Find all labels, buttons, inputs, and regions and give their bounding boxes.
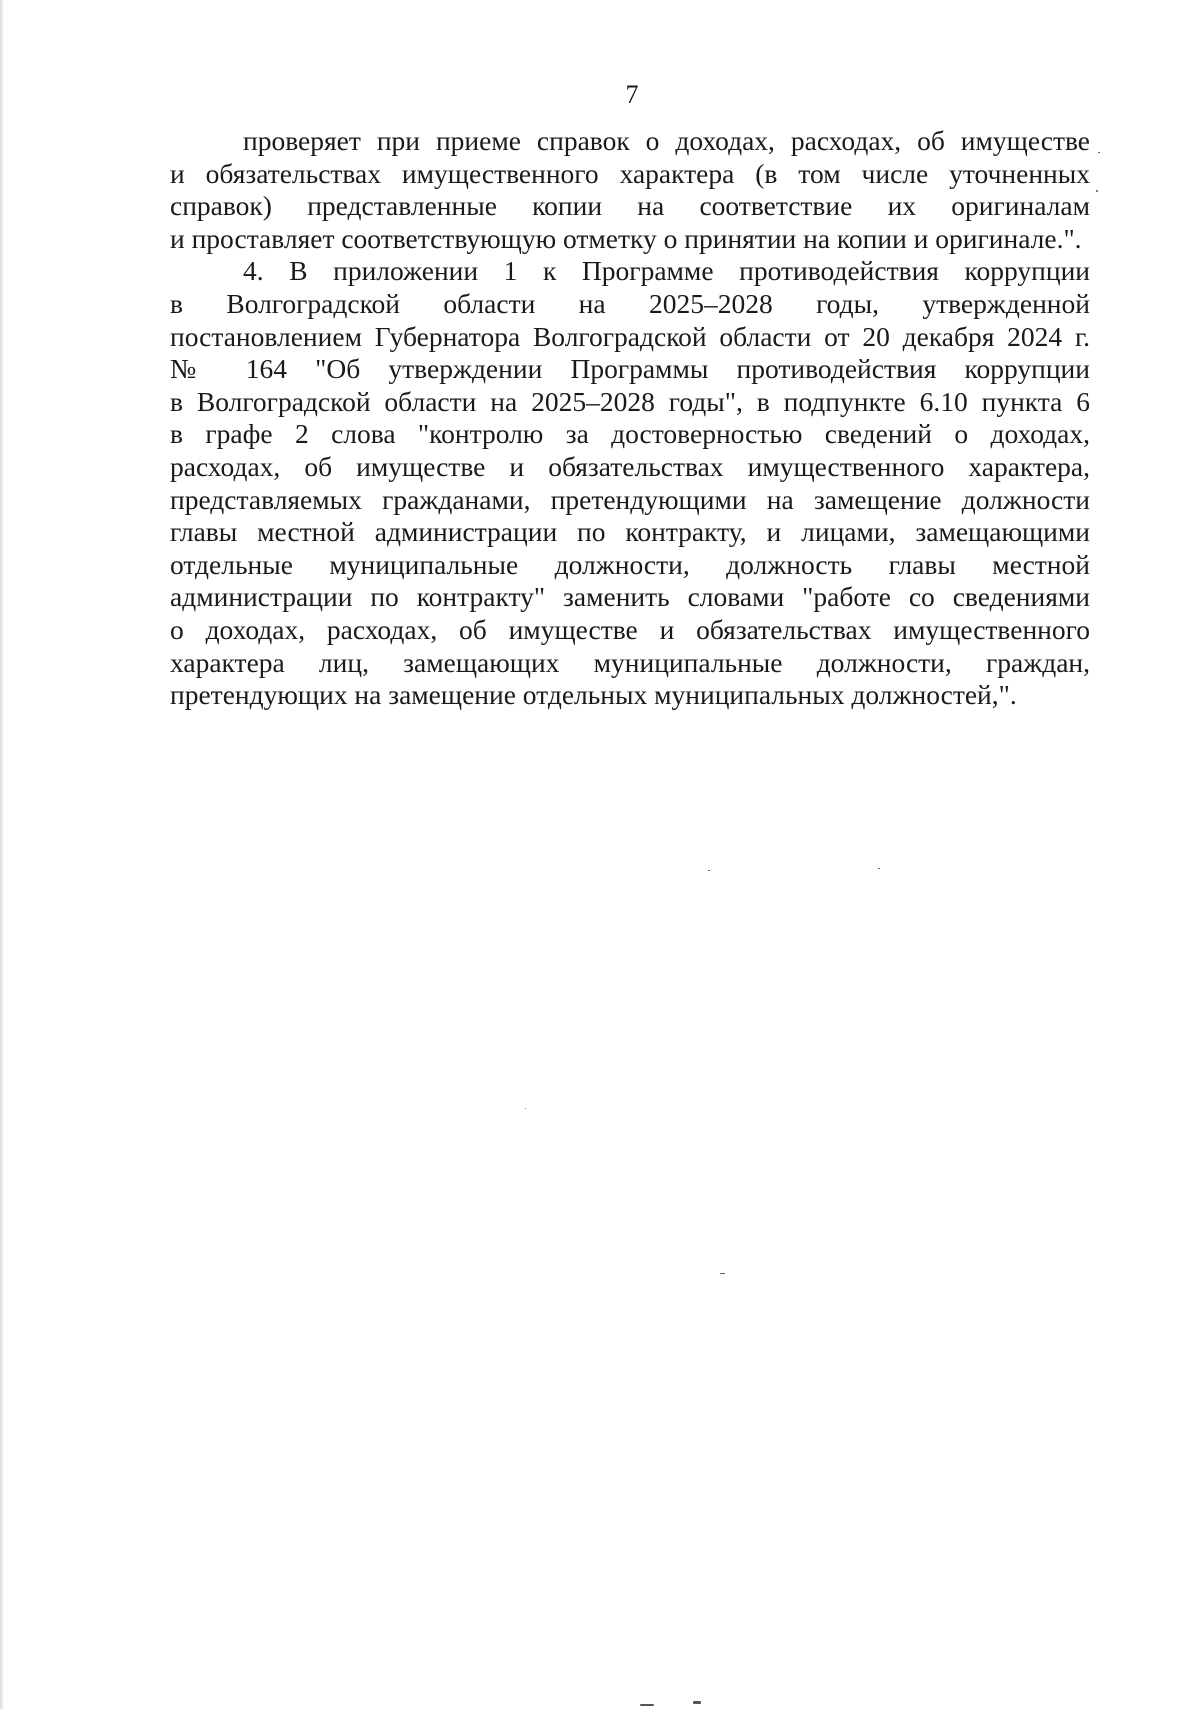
scan-speck [720, 1273, 725, 1274]
scan-speck [1098, 152, 1100, 153]
paragraph-item-4 [170, 255, 1090, 711]
text-line: администрации по контракту" заменить словами "работе со сведениями [170, 581, 1090, 613]
text-line: характера лиц, замещающих муниципальные должности, граждан, [170, 646, 1090, 678]
text-line: и проставляет соответствующую отметку о принятии на копии и оригинале.". [170, 222, 1082, 254]
text-line: и обязательствах имущественного характера (в том числе уточненных [170, 157, 1090, 189]
scan-speck [1096, 190, 1098, 192]
text-line: главы местной администрации по контракту, и лицами, замещающими [170, 516, 1090, 548]
text-line: постановлением Губернатора Волгоградской области от 20 декабря 2024 г. [170, 320, 1090, 352]
page-number: 7 [625, 80, 639, 109]
text-line: представляемых гражданами, претендующими на замещение должности [170, 483, 1090, 515]
text-line: в Волгоградской области на 2025–2028 годы, утвержденной [170, 287, 1090, 319]
paragraph-continuation [170, 125, 1090, 255]
scan-speck [693, 1701, 701, 1704]
scan-edge-shadow [0, 0, 4, 1709]
text-line: справок) представленные копии на соответствие их оригиналам [170, 190, 1090, 222]
text-line: 4. В приложении 1 к Программе противодействия коррупции [243, 255, 1090, 287]
scan-speck [708, 870, 710, 871]
text-line: отдельные муниципальные должности, должность главы местной [170, 548, 1090, 580]
text-line: претендующих на замещение отдельных муниципальных должностей,". [170, 679, 1017, 711]
text-line: расходах, об имуществе и обязательствах имущественного характера, [170, 450, 1090, 482]
text-line: в Волгоградской области на 2025–2028 годы", в подпункте 6.10 пункта 6 [170, 385, 1090, 417]
text-line: проверяет при приеме справок о доходах, расходах, об имуществе [243, 125, 1090, 156]
text-line: в графе 2 слова "контролю за достоверностью сведений о доходах, [170, 418, 1090, 450]
document-body [170, 125, 1090, 712]
text-line: № 164 "Об утверждении Программы противодействия коррупции [170, 353, 1090, 385]
scan-speck [525, 1108, 526, 1109]
scan-speck [640, 1704, 654, 1706]
scan-speck [878, 868, 880, 869]
text-line: о доходах, расходах, об имуществе и обязательствах имущественного [170, 613, 1090, 645]
